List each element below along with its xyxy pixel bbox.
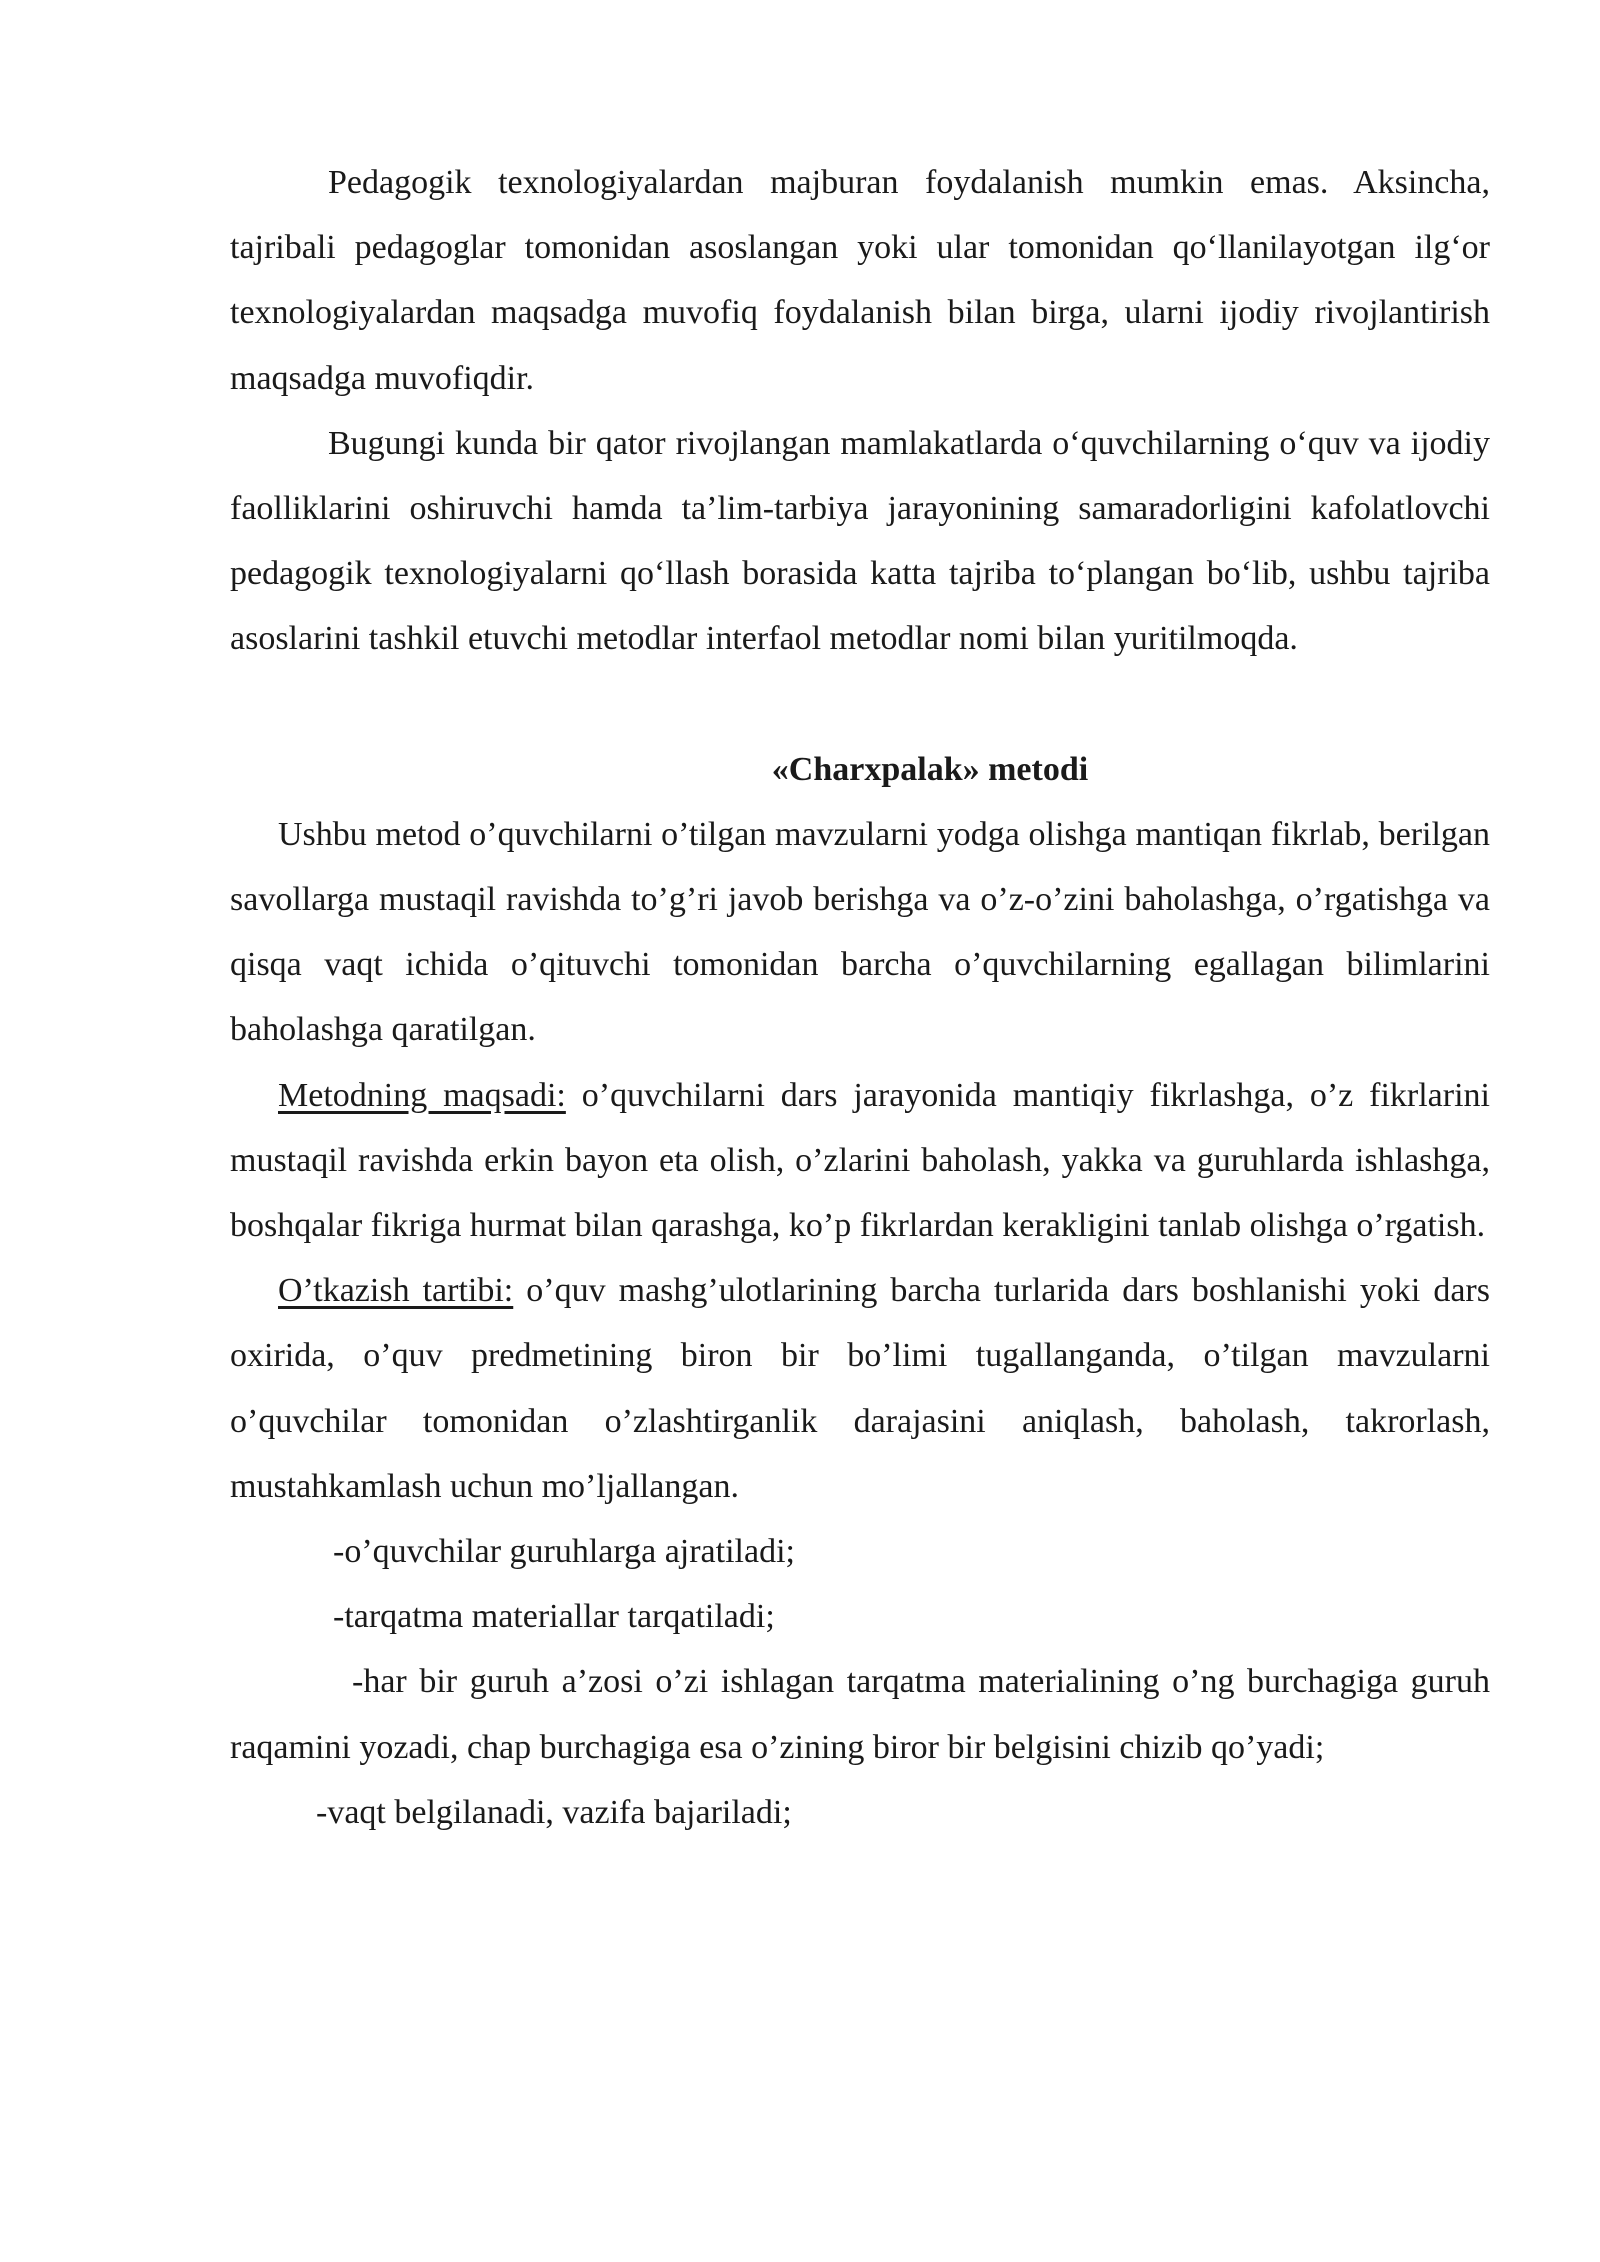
method-goal-label: Metodning maqsadi:	[278, 1076, 566, 1114]
list-item: -vaqt belgilanadi, vazifa bajariladi;	[316, 1793, 792, 1831]
list-item: -har bir guruh a’zosi o’zi ishlagan tarqatma materialining o’ng burchagiga guruh raqamini yozadi, chap burchagiga esa o’zining biror bir belgisini chizib qo’yadi;	[230, 1663, 1490, 1766]
method-goal-paragraph	[230, 1063, 1490, 1259]
list-item: -tarqatma materiallar tarqatiladi;	[333, 1598, 775, 1636]
document-page	[230, 150, 1490, 1845]
method-order-text: o’quv mashg’ulotlarining barcha turlarida dars boshlanishi yoki dars oxirida, o’quv predmetining biron bir bo’limi tugallanganda, o’tilgan mavzularni o’quvchilar tomonidan o’zlashtirganlik darajasini aniqlash, baholash, takrorlash, mustahkamlash uchun mo’ljallangan.	[230, 1272, 1490, 1505]
method-order-label: O’tkazish tartibi:	[278, 1272, 514, 1310]
method-goal-text: o’quvchilarni dars jarayonida mantiqiy fikrlashga, o’z fikrlarini mustaqil ravishda erkin bayon eta olish, o’zlarini baholash, yakka va guruhlarda ishlashga, boshqalar fikriga hurmat bilan qarashga, ko’p fikrlardan kerakligini tanlab olishga o’rgatish.	[230, 1076, 1490, 1245]
list-item: -o’quvchilar guruhlarga ajratiladi;	[333, 1533, 795, 1571]
method-description: Ushbu metod o’quvchilarni o’tilgan mavzularni yodga olishga mantiqan fikrlab, berilgan savollarga mustaqil ravishda to’g’ri javob berishga va o’z-o’zini baholashga, o’rgatishga va qisqa vaqt ichida o’qituvchi tomonidan barcha o’quvchilarning egallagan bilimlarini baholashga qaratilgan.	[230, 815, 1490, 1049]
method-order-paragraph	[230, 1258, 1490, 1519]
section-title: «Charxpalak» metodi	[771, 750, 1089, 788]
intro-paragraph-2: Bugungi kunda bir qator rivojlangan mamlakatlarda o‘quvchilarning o‘quv va ijodiy faolliklarini oshiruvchi hamda ta’lim-tarbiya jarayonining samaradorligini kafolatlovchi pedagogik texnologiyalarni qo‘llash borasida katta tajriba to‘plangan bo‘lib, ushbu tajriba asoslarini tashkil etuvchi metodlar interfaol metodlar nomi bilan yuritilmoqda.	[230, 424, 1490, 658]
intro-paragraph-1: Pedagogik texnologiyalardan majburan foydalanish mumkin emas. Aksincha, tajribali pedagoglar tomonidan asoslangan yoki ular tomonidan qo‘llanilayotgan ilg‘or texnologiyalardan maqsadga muvofiq foydalanish bilan birga, ularni ijodiy rivojlantirish maqsadga muvofiqdir.	[230, 164, 1490, 397]
